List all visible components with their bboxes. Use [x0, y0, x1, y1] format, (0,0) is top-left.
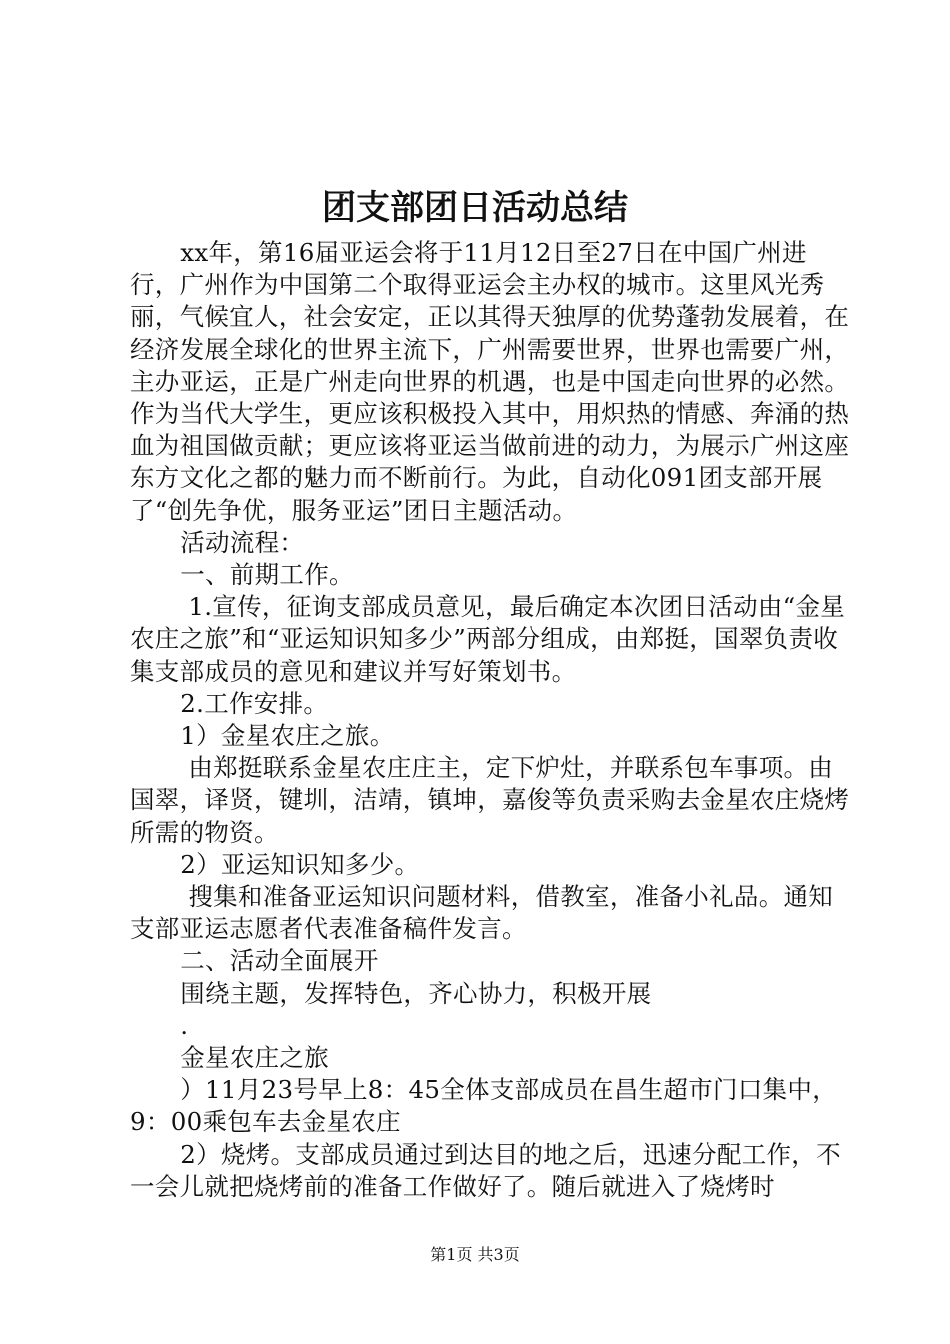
- paragraph-quiz-heading: 2）亚运知识知多少。: [180, 849, 420, 879]
- page-number-footer: 第1页 共3页: [430, 1245, 520, 1264]
- paragraph-theme: 围绕主题，发挥特色，齐心协力，积极开展: [180, 978, 652, 1008]
- paragraph-barbecue: 2）烧烤。支部成员通过到达目的地之后，迅速分配工作，不一会儿就把烧烤前的准备工作做好了。随后就进入了烧烤时: [130, 1139, 841, 1201]
- paragraph-farm-trip-detail: 由郑挺联系金星农庄庄主，定下炉灶，并联系包车事项。由国翠，译贤，键圳，洁靖，镇坤，嘉俊等负责采购去金星农庄烧烤所需的物资。: [130, 753, 850, 847]
- paragraph-process-heading: 活动流程：: [180, 527, 305, 557]
- document-title: 团支部团日活动总结: [322, 188, 628, 228]
- paragraph-intro: xx年，第16届亚运会将于11月12日至27日在中国广州进行，广州作为中国第二个取得亚运会主办权的城市。这里风光秀丽，气候宜人，社会安定，正以其得天独厚的优势蓬勃发展着，在经济发展全球化的世界主流下，广州需要世界，世界也需要广州，主办亚运，正是广州走向世界的机遇，也是中国走向世界的必然。作为当代大学生，更应该积极投入其中，用炽热的情感、奔涌的热血为祖国做贡献；更应该将亚运当做前进的动力，为展示广州这座东方文化之都的魅力而不断前行。为此，自动化091团支部开展了“创先争优，服务亚运”团日主题活动。: [130, 238, 850, 525]
- document-body: [130, 237, 850, 1203]
- paragraph-section-1-heading: 一、前期工作。: [180, 560, 354, 590]
- paragraph-quiz-detail: 搜集和准备亚运知识问题材料，借教室，准备小礼品。通知支部亚运志愿者代表准备稿件发言。: [130, 882, 834, 944]
- paragraph-section-2-heading: 二、活动全面展开: [180, 946, 379, 976]
- paragraph-arrangement-heading: 2.工作安排。: [180, 688, 329, 718]
- paragraph-publicity: 1.宣传，征询支部成员意见，最后确定本次团日活动由“金星农庄之旅”和“亚运知识知多少”两部分组成，由郑挺，国翠负责收集支部成员的意见和建议并写好策划书。: [130, 592, 846, 686]
- paragraph-dot: .: [180, 1010, 189, 1040]
- paragraph-farm-trip-heading: 1）金星农庄之旅。: [180, 721, 395, 751]
- paragraph-gathering: ）11月23号早上8：45全体支部成员在昌生超市门口集中，9：00乘包车去金星农庄: [130, 1075, 838, 1137]
- paragraph-farm-trip-subheading: 金星农庄之旅: [180, 1043, 330, 1073]
